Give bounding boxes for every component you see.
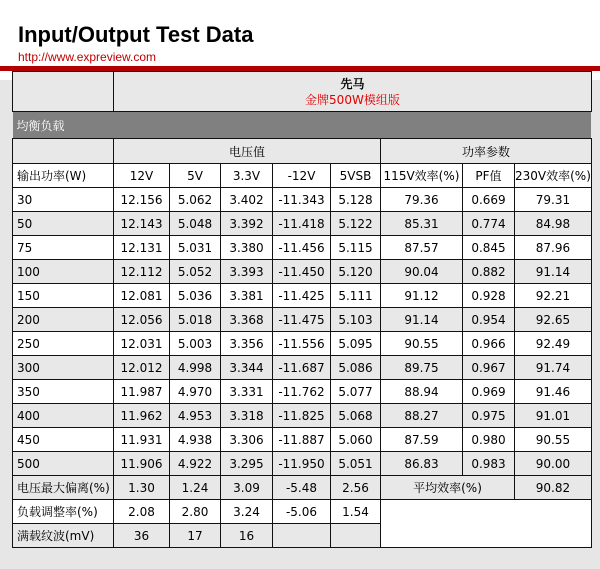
table-cell: 79.36 xyxy=(381,188,463,212)
table-cell: 3.392 xyxy=(221,212,273,236)
ripple-value: 16 xyxy=(221,524,273,548)
table-cell: 0.969 xyxy=(463,380,515,404)
load-regulation-value: -5.06 xyxy=(273,500,331,524)
table-row xyxy=(13,332,592,356)
table-cell: 5.115 xyxy=(331,236,381,260)
table-cell: 4.998 xyxy=(170,356,221,380)
table-row xyxy=(13,380,592,404)
site-url-link[interactable]: http://www.expreview.com xyxy=(18,50,157,64)
table-cell: 0.669 xyxy=(463,188,515,212)
table-cell: -11.425 xyxy=(273,284,331,308)
table-cell: 90.04 xyxy=(381,260,463,284)
table-cell: 30 xyxy=(13,188,114,212)
table-cell: 91.12 xyxy=(381,284,463,308)
table-cell: 5.031 xyxy=(170,236,221,260)
table-cell: 11.987 xyxy=(114,380,170,404)
table-cell: 0.845 xyxy=(463,236,515,260)
summary-blank-cell xyxy=(381,500,592,548)
table-cell: 5.052 xyxy=(170,260,221,284)
table-cell: 100 xyxy=(13,260,114,284)
table-cell: -11.762 xyxy=(273,380,331,404)
max-deviation-value: -5.48 xyxy=(273,476,331,500)
table-cell: 0.966 xyxy=(463,332,515,356)
table-cell: 200 xyxy=(13,308,114,332)
table-cell: 0.954 xyxy=(463,308,515,332)
table-cell: 75 xyxy=(13,236,114,260)
table-cell: -11.556 xyxy=(273,332,331,356)
avg-efficiency-label: 平均效率(%) xyxy=(381,476,515,500)
table-cell: 86.83 xyxy=(381,452,463,476)
product-header xyxy=(114,72,592,112)
ripple-value xyxy=(331,524,381,548)
column-header: 5V xyxy=(170,164,221,188)
table-cell: 90.55 xyxy=(381,332,463,356)
table-cell: 12.081 xyxy=(114,284,170,308)
table-cell: 3.402 xyxy=(221,188,273,212)
table-cell: 91.14 xyxy=(515,260,592,284)
load-regulation-value: 1.54 xyxy=(331,500,381,524)
ripple-value xyxy=(273,524,331,548)
table-cell: 4.953 xyxy=(170,404,221,428)
table-cell: 0.983 xyxy=(463,452,515,476)
table-cell: 3.368 xyxy=(221,308,273,332)
table-cell: 12.143 xyxy=(114,212,170,236)
ripple-value: 17 xyxy=(170,524,221,548)
column-header: 5VSB xyxy=(331,164,381,188)
column-header: 输出功率(W) xyxy=(13,164,114,188)
table-cell: 4.922 xyxy=(170,452,221,476)
column-header: 115V效率(%) xyxy=(381,164,463,188)
group-power-header: 功率参数 xyxy=(381,139,592,164)
table-cell: 3.331 xyxy=(221,380,273,404)
table-cell: 5.077 xyxy=(331,380,381,404)
table-cell: -11.887 xyxy=(273,428,331,452)
load-regulation-label: 负载调整率(%) xyxy=(13,500,114,524)
table-cell: 0.774 xyxy=(463,212,515,236)
table-cell: 84.98 xyxy=(515,212,592,236)
table-cell: 88.94 xyxy=(381,380,463,404)
ripple-label: 满载纹波(mV) xyxy=(13,524,114,548)
table-row xyxy=(13,188,592,212)
table-cell: -11.450 xyxy=(273,260,331,284)
table-cell: 12.056 xyxy=(114,308,170,332)
table-row xyxy=(13,356,592,380)
load-regulation-value: 3.24 xyxy=(221,500,273,524)
table-cell: -11.687 xyxy=(273,356,331,380)
section-title: 均衡负载 xyxy=(13,112,592,139)
table-cell: 12.031 xyxy=(114,332,170,356)
table-row xyxy=(13,260,592,284)
table-cell: 3.356 xyxy=(221,332,273,356)
avg-efficiency-value: 90.82 xyxy=(515,476,592,500)
table-row xyxy=(13,428,592,452)
table-cell: -11.456 xyxy=(273,236,331,260)
table-row xyxy=(13,284,592,308)
table-row xyxy=(13,236,592,260)
ripple-value: 36 xyxy=(114,524,170,548)
table-cell: 11.906 xyxy=(114,452,170,476)
table-cell: 4.970 xyxy=(170,380,221,404)
table-cell: 91.01 xyxy=(515,404,592,428)
table-cell: 5.048 xyxy=(170,212,221,236)
table-cell: 400 xyxy=(13,404,114,428)
product-name: 先马 xyxy=(340,76,365,91)
column-header: 3.3V xyxy=(221,164,273,188)
table-cell: 0.967 xyxy=(463,356,515,380)
table-cell: 3.295 xyxy=(221,452,273,476)
table-cell: 5.095 xyxy=(331,332,381,356)
table-cell: 11.962 xyxy=(114,404,170,428)
table-cell: 5.068 xyxy=(331,404,381,428)
load-regulation-value: 2.08 xyxy=(114,500,170,524)
group-voltage-header: 电压值 xyxy=(114,139,381,164)
table-cell: 85.31 xyxy=(381,212,463,236)
table-cell: 5.086 xyxy=(331,356,381,380)
table-cell: 250 xyxy=(13,332,114,356)
table-cell: -11.418 xyxy=(273,212,331,236)
table-row xyxy=(13,308,592,332)
table-cell: 3.318 xyxy=(221,404,273,428)
table-cell: 300 xyxy=(13,356,114,380)
table-cell: 5.060 xyxy=(331,428,381,452)
table-cell: 150 xyxy=(13,284,114,308)
table-cell: 350 xyxy=(13,380,114,404)
table-cell: 87.59 xyxy=(381,428,463,452)
group-corner-cell xyxy=(13,139,114,164)
table-cell: 12.112 xyxy=(114,260,170,284)
table-row xyxy=(13,404,592,428)
table-cell: 500 xyxy=(13,452,114,476)
table-cell: 90.55 xyxy=(515,428,592,452)
max-deviation-value: 3.09 xyxy=(221,476,273,500)
table-cell: 5.003 xyxy=(170,332,221,356)
table-cell: 88.27 xyxy=(381,404,463,428)
product-model: 金牌500W模组版 xyxy=(305,92,400,107)
max-deviation-value: 1.30 xyxy=(114,476,170,500)
table-cell: 5.036 xyxy=(170,284,221,308)
table-row xyxy=(13,452,592,476)
table-cell: 87.96 xyxy=(515,236,592,260)
column-header: PF值 xyxy=(463,164,515,188)
product-corner-cell xyxy=(13,72,114,112)
table-cell: 11.931 xyxy=(114,428,170,452)
page-title: Input/Output Test Data xyxy=(18,22,254,47)
table-cell: 5.018 xyxy=(170,308,221,332)
column-header: 12V xyxy=(114,164,170,188)
table-cell: -11.950 xyxy=(273,452,331,476)
table-cell: 0.882 xyxy=(463,260,515,284)
table-cell: 3.381 xyxy=(221,284,273,308)
max-deviation-label: 电压最大偏离(%) xyxy=(13,476,114,500)
table-cell: -11.825 xyxy=(273,404,331,428)
table-cell: 3.393 xyxy=(221,260,273,284)
table-cell: 3.380 xyxy=(221,236,273,260)
column-header: -12V xyxy=(273,164,331,188)
table-cell: 12.012 xyxy=(114,356,170,380)
table-cell: 5.120 xyxy=(331,260,381,284)
table-cell: 0.975 xyxy=(463,404,515,428)
table-cell: 5.051 xyxy=(331,452,381,476)
table-cell: 4.938 xyxy=(170,428,221,452)
table-cell: 50 xyxy=(13,212,114,236)
table-cell: 92.49 xyxy=(515,332,592,356)
table-cell: 91.14 xyxy=(381,308,463,332)
table-cell: 91.46 xyxy=(515,380,592,404)
table-cell: -11.343 xyxy=(273,188,331,212)
table-cell: 12.131 xyxy=(114,236,170,260)
table-cell: 89.75 xyxy=(381,356,463,380)
max-deviation-value: 1.24 xyxy=(170,476,221,500)
table-cell: 5.062 xyxy=(170,188,221,212)
table-cell: 92.65 xyxy=(515,308,592,332)
table-cell: 3.306 xyxy=(221,428,273,452)
table-cell: 3.344 xyxy=(221,356,273,380)
table-cell: 0.928 xyxy=(463,284,515,308)
table-row xyxy=(13,212,592,236)
table-cell: 5.103 xyxy=(331,308,381,332)
table-cell: 5.128 xyxy=(331,188,381,212)
table-cell: 90.00 xyxy=(515,452,592,476)
table-cell: 91.74 xyxy=(515,356,592,380)
table-cell: 12.156 xyxy=(114,188,170,212)
table-cell: 92.21 xyxy=(515,284,592,308)
test-data-table xyxy=(12,71,592,548)
table-cell: 5.111 xyxy=(331,284,381,308)
table-cell: -11.475 xyxy=(273,308,331,332)
max-deviation-value: 2.56 xyxy=(331,476,381,500)
table-cell: 5.122 xyxy=(331,212,381,236)
column-header: 230V效率(%) xyxy=(515,164,592,188)
table-cell: 450 xyxy=(13,428,114,452)
load-regulation-value: 2.80 xyxy=(170,500,221,524)
table-cell: 87.57 xyxy=(381,236,463,260)
table-cell: 79.31 xyxy=(515,188,592,212)
table-cell: 0.980 xyxy=(463,428,515,452)
